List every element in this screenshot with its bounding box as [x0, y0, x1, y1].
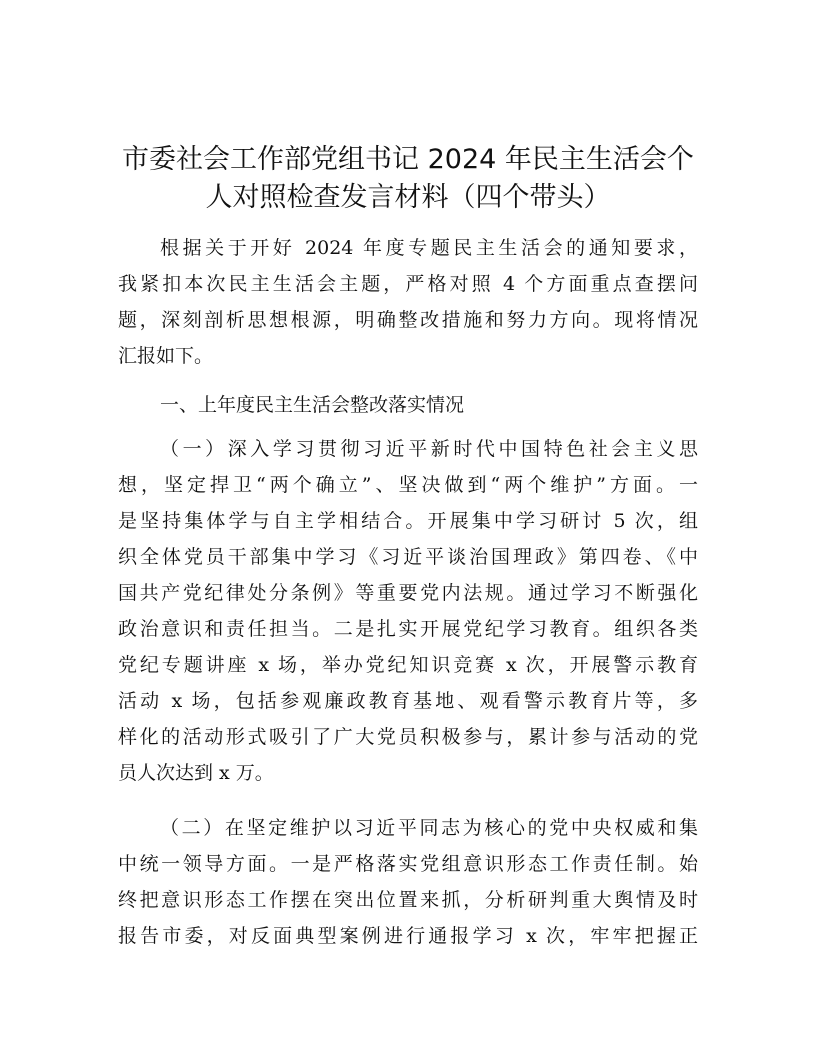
- paragraph-2-line-5: 国共产党纪律处分条例》等重要党内法规。通过学习不断强化: [118, 582, 698, 604]
- paragraph-2-line-6: 政治意识和责任担当。二是扎实开展党纪学习教育。组织各类: [118, 618, 698, 640]
- paragraph-2-line-10: 员人次达到 x 万。: [118, 762, 274, 784]
- paragraph-2-line-2: 想，坚定捍卫“两个确立”、坚决做到“两个维护”方面。一: [118, 474, 698, 496]
- paragraph-1-line-4: 汇报如下。: [118, 345, 214, 367]
- paragraph-3-line-1: （二）在坚定维护以习近平同志为核心的党中央权威和集: [160, 817, 698, 839]
- paragraph-2-line-7: 党纪专题讲座 x 场，举办党纪知识竞赛 x 次，开展警示教育: [118, 654, 698, 676]
- paragraph-3-line-3: 终把意识形态工作摆在突出位置来抓，分析研判重大舆情及时: [118, 889, 698, 911]
- document-title-line-1: 市委社会工作部党组书记 2024 年民主生活会个: [122, 144, 694, 175]
- section-heading-1: 一、上年度民主生活会整改落实情况: [160, 394, 465, 416]
- paragraph-2-line-4: 织全体党员干部集中学习《习近平谈治国理政》第四卷、《中: [118, 546, 698, 568]
- paragraph-2-line-8: 活动 x 场，包括参观廉政教育基地、观看警示教育片等，多: [118, 690, 698, 712]
- paragraph-3-line-2: 中统一领导方面。一是严格落实党组意识形态工作责任制。始: [118, 853, 698, 875]
- paragraph-2-line-1: （一）深入学习贯彻习近平新时代中国特色社会主义思: [160, 438, 698, 460]
- paragraph-2-line-9: 样化的活动形式吸引了广大党员积极参与，累计参与活动的党: [118, 726, 698, 748]
- document-title-line-2: 人对照检查发言材料（四个带头）: [205, 182, 611, 213]
- paragraph-3-line-4: 报告市委，对反面典型案例进行通报学习 x 次，牢牢把握正: [118, 925, 698, 947]
- paragraph-1-line-3: 题，深刻剖析思想根源，明确整改措施和努力方向。现将情况: [118, 309, 698, 331]
- paragraph-2-line-3: 是坚持集体学与自主学相结合。开展集中学习研讨 5 次，组: [118, 510, 698, 532]
- paragraph-1-line-2: 我紧扣本次民主生活会主题，严格对照 4 个方面重点查摆问: [118, 273, 698, 295]
- paragraph-1-line-1: 根据关于开好 2024 年度专题民主生活会的通知要求，: [160, 237, 698, 259]
